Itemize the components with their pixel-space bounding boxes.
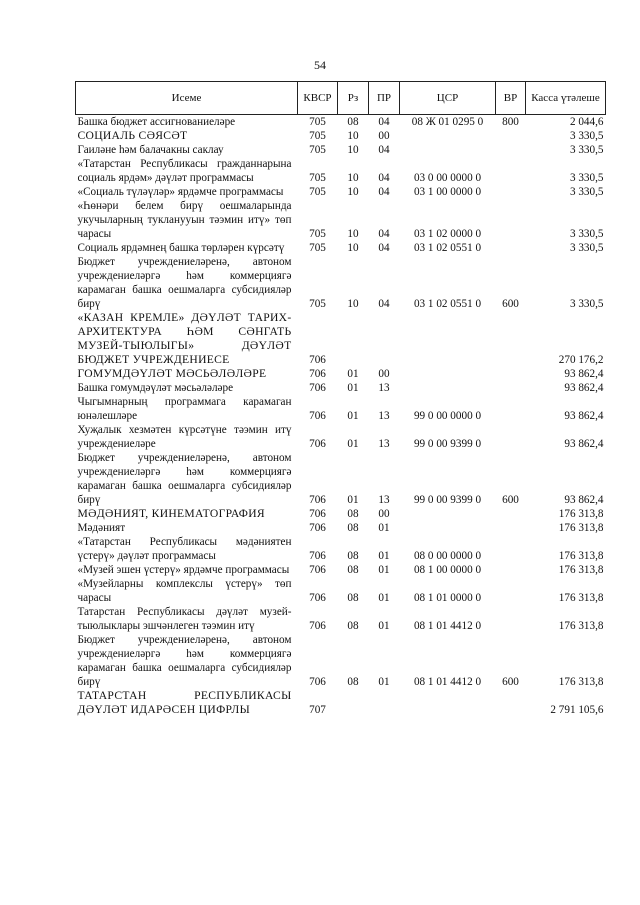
- cell-kvsr: 705: [309, 186, 326, 198]
- cell-kvsr: 706: [309, 410, 326, 422]
- cell-kvsr: 706: [309, 354, 326, 366]
- table-body: [76, 115, 606, 718]
- cell-csr: 08 1 01 4412 0: [413, 620, 482, 632]
- cell-kvsr: 706: [309, 508, 326, 520]
- cell-kassa: 176 313,8: [558, 522, 604, 534]
- cell-name: «Музей эшен үстерү» ярдәмче программасы: [77, 564, 290, 576]
- cell-kassa: 2 044,6: [569, 116, 604, 128]
- cell-vr: [496, 535, 526, 563]
- cell-kassa: 2 791 105,6: [550, 704, 604, 716]
- cell-rz: 08: [347, 508, 359, 520]
- cell-kassa: 176 313,8: [558, 620, 604, 632]
- cell-kvsr: 706: [309, 592, 326, 604]
- cell-vr: [496, 605, 526, 633]
- cell-rz: 08: [347, 620, 359, 632]
- cell-vr: [496, 157, 526, 185]
- cell-pr: 04: [378, 116, 390, 128]
- cell-pr: 01: [378, 564, 390, 576]
- cell-vr: 600: [502, 676, 519, 688]
- cell-pr: 13: [378, 410, 390, 422]
- cell-pr: 01: [378, 676, 390, 688]
- cell-vr: [496, 577, 526, 605]
- cell-kassa: 3 330,5: [569, 130, 604, 142]
- cell-rz: 10: [347, 144, 359, 156]
- cell-name: «КАЗАН КРЕМЛЕ» ДӘҮЛӘТ ТАРИХ-АРХИТЕКТУРА ҺӘМ СӘНГАТЬ МУЗЕЙ-ТЫЮЛЫГЫ» ДӘҮЛӘТ БЮДЖЕТ УЧРЕЖДЕНИЕСЕ: [77, 311, 292, 366]
- cell-name: «Һөнәри белем бирү оешмаларында укучыларның тукланууын тәэмин итү» төп чарасы: [77, 200, 292, 240]
- cell-vr: [496, 395, 526, 423]
- cell-vr: [496, 367, 526, 381]
- cell-vr: [496, 199, 526, 241]
- cell-rz: 01: [347, 368, 359, 380]
- cell-vr: [496, 143, 526, 157]
- cell-csr: [400, 129, 496, 143]
- cell-pr: 04: [378, 144, 390, 156]
- cell-kassa: 93 862,4: [564, 382, 604, 394]
- cell-vr: [496, 507, 526, 521]
- cell-kvsr: 706: [309, 620, 326, 632]
- header-name: Исеме: [76, 82, 298, 115]
- cell-rz: 01: [347, 382, 359, 394]
- cell-vr: 600: [502, 494, 519, 506]
- cell-name: Башка гомумдәүләт мәсьәләләре: [77, 382, 234, 394]
- cell-kvsr: 705: [309, 116, 326, 128]
- cell-kassa: 3 330,5: [569, 298, 604, 310]
- budget-table-grid: [75, 81, 606, 717]
- cell-rz: 08: [347, 676, 359, 688]
- cell-pr: [369, 689, 400, 717]
- cell-rz: 10: [347, 228, 359, 240]
- cell-name: Мәдәният: [77, 522, 126, 534]
- cell-kassa: 93 862,4: [564, 410, 604, 422]
- cell-pr: 01: [378, 550, 390, 562]
- cell-kassa: 270 176,2: [558, 354, 604, 366]
- header-pr: ПР: [369, 82, 400, 115]
- header-rz: Рз: [338, 82, 369, 115]
- cell-name: Бюджет учреждениеләренә, автоном учреждениеләргә һәм коммерциягә карамаган башка оешмаларга субсидияләр бирү: [77, 634, 292, 688]
- cell-kvsr: 706: [309, 368, 326, 380]
- header-kassa: Касса үтәлеше: [526, 82, 606, 115]
- cell-name: «Татарстан Республикасы гражданнарына социаль ярдәм» дәүләт программасы: [77, 158, 292, 184]
- cell-name: СОЦИАЛЬ СӘЯСӘТ: [77, 129, 188, 142]
- cell-csr: [400, 143, 496, 157]
- cell-name: «Социаль түләүләр» ярдәмче программасы: [77, 186, 284, 198]
- cell-rz: 08: [347, 564, 359, 576]
- cell-csr: 03 1 00 0000 0: [413, 186, 482, 198]
- cell-rz: 10: [347, 130, 359, 142]
- cell-kassa: 176 313,8: [558, 676, 604, 688]
- table-row: [76, 381, 606, 395]
- cell-pr: 00: [378, 508, 390, 520]
- cell-pr: 00: [378, 368, 390, 380]
- cell-name: Социаль ярдәмнең башка төрләрен күрсәтү: [77, 242, 285, 254]
- cell-pr: 04: [378, 172, 390, 184]
- page-number: 54: [314, 58, 326, 72]
- cell-rz: 08: [347, 522, 359, 534]
- table-header-row: [76, 82, 606, 115]
- cell-csr: 03 1 02 0000 0: [413, 228, 482, 240]
- table-row: [76, 535, 606, 563]
- table-row: [76, 311, 606, 367]
- cell-kvsr: 706: [309, 382, 326, 394]
- cell-name: МӘДӘНИЯТ, КИНЕМАТОГРАФИЯ: [77, 507, 265, 520]
- table-row: [76, 423, 606, 451]
- cell-pr: 01: [378, 522, 390, 534]
- cell-kvsr: 705: [309, 228, 326, 240]
- cell-vr: [496, 689, 526, 717]
- cell-name: Бюджет учреждениеләренә, автоном учреждениеләргә һәм коммерциягә карамаган башка оешмаларга субсидияләр бирү: [77, 256, 292, 310]
- budget-table: [75, 81, 605, 717]
- cell-kassa: 176 313,8: [558, 564, 604, 576]
- table-row: [76, 241, 606, 255]
- cell-kassa: 93 862,4: [564, 368, 604, 380]
- cell-kassa: 93 862,4: [564, 494, 604, 506]
- cell-pr: 13: [378, 494, 390, 506]
- table-row: [76, 115, 606, 130]
- cell-kassa: 3 330,5: [569, 172, 604, 184]
- header-kvsr: КВСР: [298, 82, 338, 115]
- cell-csr: 03 1 02 0551 0: [413, 242, 482, 254]
- cell-kvsr: 706: [309, 522, 326, 534]
- cell-vr: [496, 311, 526, 367]
- table-row: [76, 507, 606, 521]
- cell-vr: 800: [502, 116, 519, 128]
- cell-name: «Музейларны комплекслы үстерү» төп чарасы: [77, 578, 292, 604]
- cell-csr: [400, 521, 496, 535]
- cell-csr: [400, 381, 496, 395]
- cell-pr: 04: [378, 242, 390, 254]
- table-row: [76, 395, 606, 423]
- cell-rz: 01: [347, 438, 359, 450]
- cell-csr: 99 0 00 9399 0: [413, 494, 482, 506]
- cell-pr: [369, 311, 400, 367]
- cell-kassa: 176 313,8: [558, 550, 604, 562]
- cell-csr: [400, 367, 496, 381]
- cell-vr: [496, 241, 526, 255]
- cell-csr: [400, 689, 496, 717]
- cell-kvsr: 706: [309, 494, 326, 506]
- cell-name: ТАТАРСТАН РЕСПУБЛИКАСЫ ДӘҮЛӘТ ИДАРӘСЕН ЦИФРЛЫ: [77, 689, 292, 716]
- cell-csr: [400, 311, 496, 367]
- cell-csr: 99 0 00 0000 0: [413, 410, 482, 422]
- table-row: [76, 633, 606, 689]
- cell-csr: 03 1 02 0551 0: [413, 298, 482, 310]
- cell-kvsr: 705: [309, 130, 326, 142]
- cell-name: Чыгымнарның программага карамаган юнәлешләре: [77, 396, 292, 422]
- cell-kassa: 176 313,8: [558, 592, 604, 604]
- cell-kassa: 3 330,5: [569, 228, 604, 240]
- cell-kassa: 3 330,5: [569, 186, 604, 198]
- cell-rz: 10: [347, 172, 359, 184]
- cell-kassa: 3 330,5: [569, 144, 604, 156]
- cell-vr: [496, 521, 526, 535]
- cell-csr: 08 0 00 0000 0: [413, 550, 482, 562]
- cell-kassa: 3 330,5: [569, 242, 604, 254]
- table-row: [76, 605, 606, 633]
- cell-rz: [338, 311, 369, 367]
- cell-name: ГОМУМДӘҮЛӘТ МӘСЬӘЛӘЛӘРЕ: [77, 367, 267, 380]
- table-row: [76, 577, 606, 605]
- cell-csr: [400, 507, 496, 521]
- cell-csr: 08 1 01 0000 0: [413, 592, 482, 604]
- table-row: [76, 521, 606, 535]
- cell-kvsr: 705: [309, 298, 326, 310]
- cell-vr: 600: [502, 298, 519, 310]
- header-vr: ВР: [496, 82, 526, 115]
- cell-vr: [496, 129, 526, 143]
- cell-pr: 04: [378, 298, 390, 310]
- table-row: [76, 199, 606, 241]
- cell-kvsr: 707: [309, 704, 326, 716]
- cell-name: Гаиләне һәм балачакны саклау: [77, 144, 224, 156]
- table-row: [76, 255, 606, 311]
- cell-pr: 04: [378, 186, 390, 198]
- cell-name: Бюджет учреждениеләренә, автоном учреждениеләргә һәм коммерциягә карамаган башка оешмаларга субсидияләр бирү: [77, 452, 292, 506]
- cell-pr: 00: [378, 130, 390, 142]
- header-csr: ЦСР: [400, 82, 496, 115]
- cell-csr: 08 1 00 0000 0: [413, 564, 482, 576]
- cell-csr: 99 0 00 9399 0: [413, 438, 482, 450]
- table-row: [76, 689, 606, 717]
- table-row: [76, 451, 606, 507]
- table-row: [76, 129, 606, 143]
- cell-vr: [496, 381, 526, 395]
- cell-kassa: 93 862,4: [564, 438, 604, 450]
- cell-rz: 10: [347, 298, 359, 310]
- cell-rz: 10: [347, 186, 359, 198]
- cell-csr: 08 Ж 01 0295 0: [411, 116, 484, 128]
- cell-rz: 08: [347, 592, 359, 604]
- cell-csr: 08 1 01 4412 0: [413, 676, 482, 688]
- cell-rz: 10: [347, 242, 359, 254]
- cell-pr: 01: [378, 592, 390, 604]
- cell-name: Хуҗалык хезмәтен күрсәтүне тәэмин итү учреждениеләре: [77, 424, 292, 450]
- table-row: [76, 563, 606, 577]
- cell-rz: [338, 689, 369, 717]
- table-row: [76, 157, 606, 185]
- cell-rz: 01: [347, 410, 359, 422]
- cell-kassa: 176 313,8: [558, 508, 604, 520]
- cell-pr: 13: [378, 382, 390, 394]
- table-row: [76, 185, 606, 199]
- cell-vr: [496, 563, 526, 577]
- table-row: [76, 367, 606, 381]
- cell-pr: 13: [378, 438, 390, 450]
- cell-kvsr: 706: [309, 550, 326, 562]
- cell-kvsr: 706: [309, 564, 326, 576]
- cell-name: Башка бюджет ассигнованиеләре: [77, 116, 236, 128]
- table-row: [76, 143, 606, 157]
- cell-kvsr: 705: [309, 144, 326, 156]
- cell-kvsr: 705: [309, 172, 326, 184]
- cell-rz: 01: [347, 494, 359, 506]
- cell-rz: 08: [347, 550, 359, 562]
- cell-kvsr: 706: [309, 438, 326, 450]
- cell-name: Татарстан Республикасы дәүләт музей-тыюлыклары эшчәнлеген тәэмин итү: [77, 606, 292, 632]
- cell-vr: [496, 423, 526, 451]
- cell-pr: 04: [378, 228, 390, 240]
- cell-vr: [496, 185, 526, 199]
- cell-csr: 03 0 00 0000 0: [413, 172, 482, 184]
- cell-pr: 01: [378, 620, 390, 632]
- cell-kvsr: 706: [309, 676, 326, 688]
- cell-rz: 08: [347, 116, 359, 128]
- cell-kvsr: 705: [309, 242, 326, 254]
- cell-name: «Татарстан Республикасы мәдәниятен үстерү» дәүләт программасы: [77, 536, 292, 562]
